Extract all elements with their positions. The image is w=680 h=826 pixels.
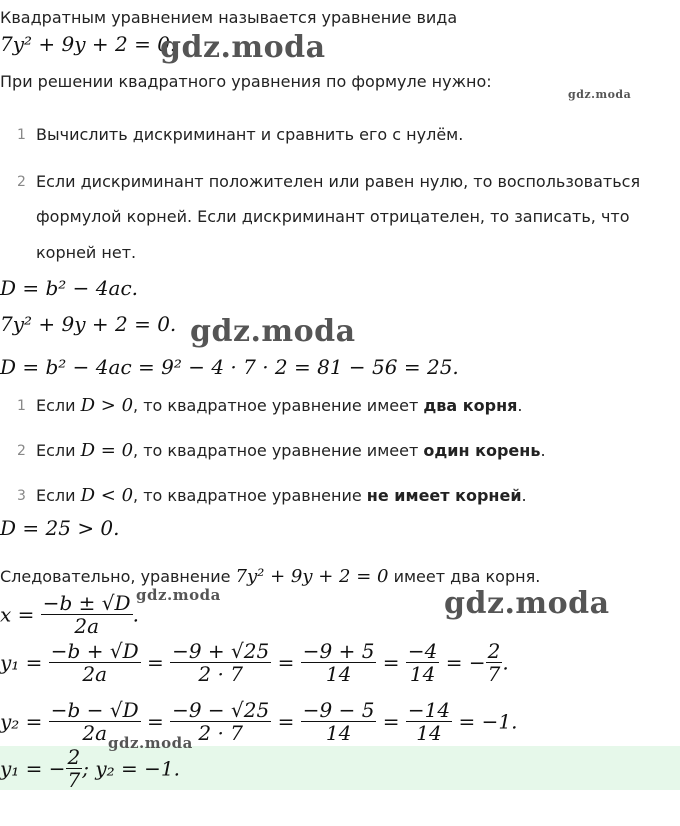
list-item: Если D < 0, то квадратное уравнение не имеет корней. [36,485,527,506]
watermark: gdz.moda [568,88,632,101]
list-item: формулой корней. Если дискриминант отрицателен, то записать, что [36,207,630,226]
list-number: 1 [17,127,26,143]
root-y1: y₁ = $\frac{-b + √D}{2a}$ = $\frac{-9 + √25}{2 \cdot 7}$ = $\frac{-9 + 5}{14}$ = $\frac{-4}{14}$ = − $\frac{2}{7}$ . [0,639,509,686]
discriminant-calc: D = b² − 4ac = 9² − 4 · 7 · 2 = 81 − 56 = 25. [0,355,459,379]
list-item: корней нет. [36,243,137,262]
watermark: gdz.moda [160,30,326,65]
list-number: 3 [17,488,26,504]
discriminant-value: D = 25 > 0. [0,516,120,540]
answer: y₁ = − $\frac{2}{7}$ ; y₂ = −1. [0,745,181,792]
list-number: 1 [17,398,26,414]
watermark: gdz.moda [190,314,356,349]
intro-method-text: При решении квадратного уравнения по формуле нужно: [0,72,492,91]
root-formula: x = $\frac{-b \pm √D}{2a}$ . [0,591,139,638]
equation: 7y² + 9y + 2 = 0. [0,312,177,336]
watermark: gdz.moda [136,586,221,604]
list-item: Если дискриминант положителен или равен нулю, то воспользоваться [36,172,641,191]
list-number: 2 [17,443,26,459]
list-number: 2 [17,174,26,190]
root-y2: y₂ = $\frac{-b - √D}{2a}$ = $\frac{-9 - √25}{2 \cdot 7}$ = $\frac{-9 - 5}{14}$ = $\frac{-14}{14}$ = −1. [0,698,518,745]
list-item: Вычислить дискриминант и сравнить его с нулём. [36,125,464,144]
list-item: Если D = 0, то квадратное уравнение имеет один корень. [36,440,546,461]
watermark: gdz.moda [444,586,610,621]
discriminant-formula: D = b² − 4ac. [0,276,139,300]
conclusion: Следовательно, уравнение 7y² + 9y + 2 = 0 имеет два корня. [0,566,541,587]
intro-text: Квадратным уравнением называется уравнение вида [0,8,458,27]
intro-equation: 7y² + 9y + 2 = 0. [0,32,177,56]
watermark: gdz.moda [108,734,193,752]
list-item: Если D > 0, то квадратное уравнение имеет два корня. [36,395,523,416]
